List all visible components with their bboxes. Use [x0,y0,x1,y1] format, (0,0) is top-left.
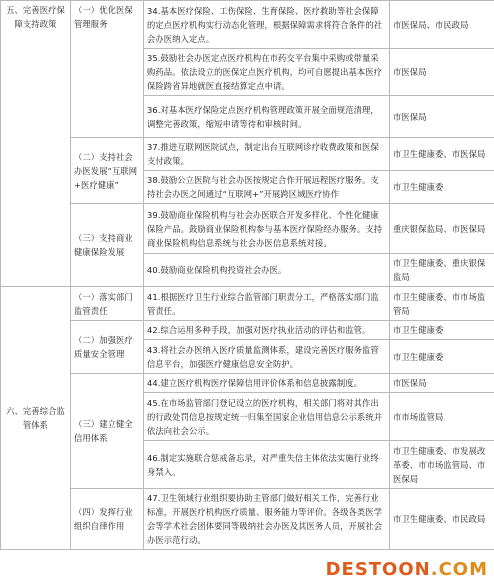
measure-cell: 44.建立医疗机构医疗保障信用评价体系和信息披露制度。 [144,374,390,393]
measure-cell: 38.鼓励公立医院与社会办医按规定合作开展远程医疗服务。支持社会办医之间通过“互联网+”开展跨区域医疗协作 [144,171,390,204]
table-row [1,287,494,321]
dept-cell: 市市场监管局 [390,393,494,441]
watermark-logo [326,559,488,580]
section-title: 六、完善综合监管体系 [1,287,71,550]
measure-cell: 46.制定实施联合惩戒备忘录，对严重失信主体依法实施行业终身禁入。 [144,441,390,489]
dept-cell: 市卫生健康委、市医保局 [390,138,494,171]
dept-cell: 市卫生健康委、市发展改革委、市市场监管局、市医保局 [390,441,494,489]
table-row [1,138,494,171]
group-title: （二）支持社会办医发展“互联网+医疗健康” [71,138,144,204]
watermark-suffix: .COM [430,559,488,580]
dept-cell: 市卫生健康委 [390,171,494,204]
group-title: （二）加强医疗质量安全管理 [71,321,144,374]
measure-cell: 40.鼓励商业保险机构投资社会办医。 [144,254,390,287]
dept-cell: 市卫生健康委、市市场监管局 [390,287,494,321]
measure-cell: 39.鼓励商业保险机构与社会办医联合开发多样化、个性化健康保险产品。鼓励商业保险机构参与基本医疗保险经办服务。支持商业保险机构信息系统与社会办医信息系统对接。 [144,204,390,254]
dept-cell: 市医保局、市民政局 [390,1,494,49]
dept-cell: 市医保局 [390,96,494,138]
dept-cell: 市卫生健康委 [390,321,494,340]
dept-cell: 市卫生健康委、重庆银保监局 [390,254,494,287]
measure-cell: 36.对基本医疗保险定点医疗机构管理政策开展全面规范清理，调整完善政策，缩短申请等待和审核时间。 [144,96,390,138]
table-row [1,1,494,49]
section-title: 五、完善医疗保障支持政策 [1,1,71,287]
group-title: （三）建立健全信用体系 [71,374,144,489]
table-row [1,321,494,340]
measure-cell: 47.卫生领域行业组织要协助主管部门做好相关工作，完善行业标准，开展医疗机构医疗质量、服务能力等评价。各级各类医学会等学术社会团体要同等吸纳社会办医及其医务人员，开展社会办医示范行动。 [144,489,390,550]
group-title: （一）落实部门监管责任 [71,287,144,321]
dept-cell: 市医保局 [390,49,494,96]
table-row [1,374,494,393]
measure-cell: 37.推进互联网医院试点，制定出台互联网诊疗收费政策和医保支付政策。 [144,138,390,171]
dept-cell: 重庆银保监局、市医保局 [390,204,494,254]
table-row [1,204,494,254]
measure-cell: 35.鼓励社会办医定点医疗机构在市药交平台集中采购或带量采购药品。依法设立的医保定点医疗机构，均可自愿提出基本医疗保险跨省异地就医直接结算定点申请。 [144,49,390,96]
measure-cell: 34.基本医疗保险、工伤保险、生育保险、医疗救助等社会保障的定点医疗机构实行动态化管理，根据保障需求将符合条件的社会办医纳入定点。 [144,1,390,49]
dept-cell: 市医保局 [390,374,494,393]
dept-cell: 市卫生健康委 [390,340,494,374]
group-title: （三）支持商业健康保险发展 [71,204,144,287]
measure-cell: 41.根据医疗卫生行业综合监管部门职责分工，严格落实部门监管责任。 [144,287,390,321]
measure-cell: 43.将社会办医纳入医疗质量监测体系，建设完善医疗服务监管信息平台，加强医疗健康信息安全防护。 [144,340,390,374]
group-title: （四）发挥行业组织自律作用 [71,489,144,550]
dept-cell: 市卫生健康委、市民政局 [390,489,494,550]
measure-cell: 45.在市场监管部门登记设立的医疗机构，相关部门将对其作出的行政处罚信息按规定统一归集至国家企业信用信息公示系统并依法向社会公示。 [144,393,390,441]
watermark-text: DESTOON [325,559,431,580]
group-title: （一）优化医保管理服务 [71,1,144,138]
measure-cell: 42.综合运用多种手段，加强对医疗执业活动的评估和监管。 [144,321,390,340]
table-row [1,489,494,550]
